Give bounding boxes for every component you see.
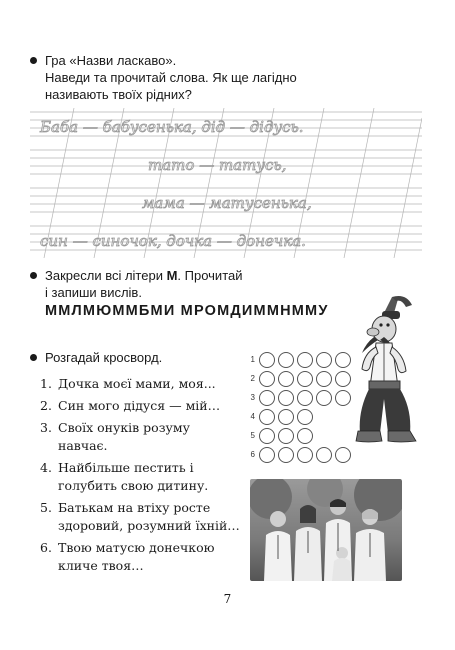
task2-letter-m: М [166, 268, 178, 283]
crossword-cell[interactable] [335, 447, 351, 463]
crossword-cell[interactable] [259, 390, 275, 406]
crossword-cell[interactable] [316, 352, 332, 368]
cw-row-number: 3 [250, 393, 255, 402]
clue-4: 4. Найбільше пестить і голубить свою дитину. [40, 460, 209, 493]
crossword-cell[interactable] [297, 371, 313, 387]
bullet-icon [30, 57, 37, 64]
task2-text-b: . Прочитай [177, 268, 243, 283]
crossword-cell[interactable] [259, 447, 275, 463]
crossword-cell[interactable] [259, 352, 275, 368]
task3-heading [30, 349, 162, 366]
crossword-cell[interactable] [259, 428, 275, 444]
clue-2: 2. Син мого дідуся — мій… [40, 398, 221, 413]
crossword-cell[interactable] [297, 447, 313, 463]
task1-instruction-line1: Наведи та прочитай слова. Як ще лагідно [45, 70, 297, 85]
crossword-cell[interactable] [278, 371, 294, 387]
task3-title: Розгадай кросворд. [45, 350, 163, 365]
crossword-cell[interactable] [297, 409, 313, 425]
crossword-cell[interactable] [316, 390, 332, 406]
cossack-illustration [354, 295, 436, 447]
crossword-cell[interactable] [278, 428, 294, 444]
clue-5: 5. Батькам на втіху росте здоровий, розумний їхній… [40, 500, 240, 533]
copy-line-4: син — синочок, дочка — донечка. [40, 232, 306, 250]
crossword-cell[interactable] [335, 390, 351, 406]
task2-text-a: Закресли всі літери [45, 268, 167, 283]
crossword-cell[interactable] [259, 409, 275, 425]
crossword-cell[interactable] [335, 352, 351, 368]
crossword-cell[interactable] [297, 352, 313, 368]
crossword-cell[interactable] [316, 447, 332, 463]
page-number: 7 [223, 592, 232, 606]
crossword-cell[interactable] [335, 371, 351, 387]
cw-row-number: 4 [250, 412, 255, 421]
crossword-clues [40, 375, 240, 579]
task2-text-c: і запиши вислів. [45, 285, 142, 300]
crossword-cell[interactable] [278, 447, 294, 463]
family-photo [250, 479, 402, 581]
crossword-cell[interactable] [297, 390, 313, 406]
copy-line-3: мама — матусенька, [142, 194, 312, 212]
task1-instruction-line2: називають твоїх рідних? [45, 87, 192, 102]
crossword-cell[interactable] [297, 428, 313, 444]
clue-3: 3. Своїх онуків розуму навчає. [40, 420, 190, 453]
task2-heading [30, 267, 243, 301]
clue-1: 1. Дочка моєї мами, моя... [40, 376, 216, 391]
crossword-cell[interactable] [316, 371, 332, 387]
cw-row-number: 1 [250, 355, 255, 364]
crossword-cell[interactable] [278, 352, 294, 368]
bullet-icon [30, 272, 37, 279]
clue-6: 6. Твою матусю донечкою кличе твоя… [40, 540, 215, 573]
task1-title: Гра «Назви ласкаво». [45, 53, 177, 68]
crossword-grid [245, 352, 355, 467]
task1-heading [30, 52, 297, 103]
cw-row-number: 6 [250, 450, 255, 459]
cw-row-number: 2 [250, 374, 255, 383]
bullet-icon [30, 354, 37, 361]
copy-line-1: Баба — бабусенька, дід — дідусь. [40, 118, 304, 136]
copy-line-2: тато — татусь, [148, 156, 287, 174]
crossword-cell[interactable] [278, 390, 294, 406]
letter-sequence: ММЛМЮММБМИ МРОМДИММНММУ [45, 303, 329, 319]
copybook-ruling [30, 108, 422, 258]
cw-row-number: 5 [250, 431, 255, 440]
crossword-cell[interactable] [259, 371, 275, 387]
crossword-cell[interactable] [278, 409, 294, 425]
